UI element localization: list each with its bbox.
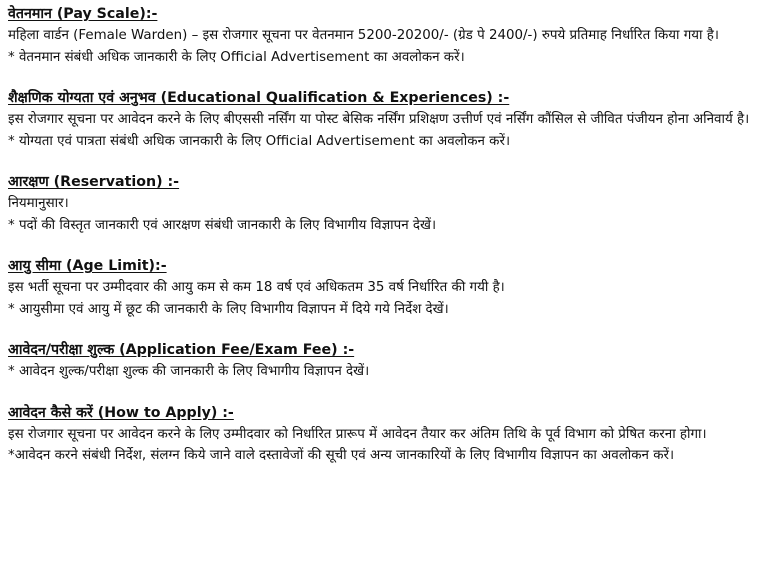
how-to-apply-note: *आवेदन करने संबंधी निर्देश, संलग्न किये जाने वाले दस्तावेजों की सूची एवं अन्य जानकारियों के लिए विभागीय विज्ञापन का अवलोकन करें।	[8, 448, 675, 463]
how-to-apply-heading: आवेदन कैसे करें (How to Apply) :-	[8, 404, 234, 421]
qualification-section	[8, 88, 769, 152]
qualification-note: * योग्यता एवं पात्रता संबंधी अधिक जानकारी के लिए Official Advertisement का अवलोकन करें।	[8, 133, 511, 149]
age-limit-note: * आयुसीमा एवं आयु में छूट की जानकारी के लिए विभागीय विज्ञापन में दिये गये निर्देश देखें।	[8, 301, 449, 317]
how-to-apply-section	[8, 403, 769, 467]
age-limit-heading: आयु सीमा (Age Limit):-	[8, 258, 167, 274]
application-fee-note: * आवेदन शुल्क/परीक्षा शुल्क की जानकारी के लिए विभागीय विज्ञापन देखें।	[8, 364, 370, 379]
reservation-section	[8, 172, 769, 236]
qualification-heading: शैक्षणिक योग्यता एवं अनुभव (Educational Qualification & Experiences) :-	[8, 90, 510, 106]
reservation-text: नियमानुसार।	[8, 196, 69, 211]
reservation-note: * पदों की विस्तृत जानकारी एवं आरक्षण संबंधी जानकारी के लिए विभागीय विज्ञापन देखें।	[8, 217, 437, 233]
pay-scale-heading: वेतनमान (Pay Scale):-	[8, 6, 158, 22]
age-limit-section	[8, 256, 769, 320]
pay-scale-text: महिला वार्डन (Female Warden) – इस रोजगार सूचना पर वेतनमान 5200-20200/- (ग्रेड पे 2400/-) रुपये प्रतिमाह निर्धारित किया गया है।	[8, 28, 719, 43]
pay-scale-note: * वेतनमान संबंधी अधिक जानकारी के लिए Official Advertisement का अवलोकन करें।	[8, 49, 465, 65]
how-to-apply-text: इस रोजगार सूचना पर आवेदन करने के लिए उम्मीदवार को निर्धारित प्रारूप में आवेदन तैयार कर अंतिम तिथि के पूर्व विभाग को प्रेषित करना होगा।	[8, 426, 707, 442]
pay-scale-section	[8, 4, 769, 68]
age-limit-text: इस भर्ती सूचना पर उम्मीदवार की आयु कम से कम 18 वर्ष एवं अधिकतम 35 वर्ष निर्धारित की गयी है।	[8, 280, 505, 295]
qualification-text: इस रोजगार सूचना पर आवेदन करने के लिए बीएससी नर्सिंग या पोस्ट बेसिक नर्सिंग प्रशिक्षण उत्तीर्ण एवं नर्सिंग कौंसिल से जीवित पंजीयन होना अनिवार्य है।	[8, 112, 750, 127]
reservation-heading: आरक्षण (Reservation) :-	[8, 174, 180, 190]
application-fee-section	[8, 340, 769, 383]
application-fee-heading: आवेदन/परीक्षा शुल्क (Application Fee/Exam Fee) :-	[8, 342, 355, 358]
